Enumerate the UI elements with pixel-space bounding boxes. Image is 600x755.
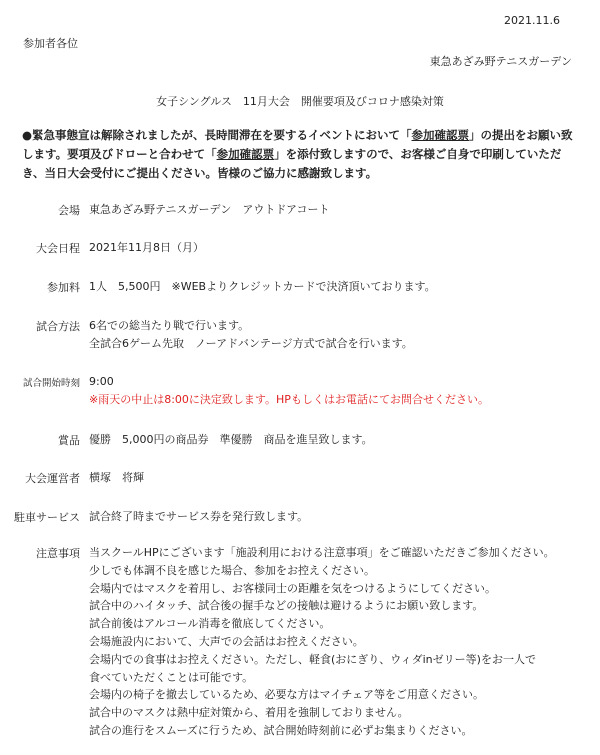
prize-value: 優勝 5,000円の商品券 準優勝 商品を進呈致します。 xyxy=(89,433,373,446)
start-time-label: 試合開始時刻 xyxy=(22,378,80,389)
format-line-1: 6名での総当たり戦で行います。 xyxy=(89,319,250,332)
addressee: 参加者各位 xyxy=(23,37,78,50)
venue-value: 東急あざみ野テニスガーデン アウトドアコート xyxy=(89,203,330,216)
notice-text-2: 」の提出をお願い致します。要項及びドローと合わせて「 xyxy=(22,128,573,161)
event-date-label: 大会日程 xyxy=(36,242,80,255)
caution-line: 少しでも体調不良を感じた場合、参加をお控えください。 xyxy=(89,563,375,577)
rain-cancellation-note: ※雨天の中止は8:00に決定致します。HPもしくはお電話にてお問合せください。 xyxy=(89,393,489,406)
cautions-list xyxy=(89,544,555,740)
document-title: 女子シングルス 11月大会 開催要項及びコロナ感染対策 xyxy=(156,95,444,108)
notice-text-1: ●緊急事態宣は解除されましたが、長時間滞在を要するイベントにおいて「 xyxy=(22,128,412,142)
venue-label: 会場 xyxy=(58,204,80,217)
caution-line: 試合の進行をスムーズに行うため、試合開始時刻前に必ずお集まりください。 xyxy=(89,723,473,737)
confirmation-form-term: 参加確認票 xyxy=(411,128,470,142)
format-line-2: 全試合6ゲーム先取 ノーアドバンテージ方式で試合を行います。 xyxy=(89,337,413,350)
fee-value: 1人 5,500円 ※WEBよりクレジットカードで決済頂いております。 xyxy=(89,280,436,293)
caution-line: 当スクールHPにございます「施設利用における注意事項」をご確認いただきご参加ください。 xyxy=(89,546,555,559)
confirmation-form-term: 参加確認票 xyxy=(216,147,275,161)
notice-paragraph xyxy=(22,126,582,183)
fee-label: 参加料 xyxy=(47,281,80,294)
caution-line: 会場内での食事はお控えください。ただし、軽食(おにぎり、ウィダinゼリー等)をお一人で xyxy=(89,652,536,666)
caution-line: 会場内の椅子を撤去しているため、必要な方はマイチェア等をご用意ください。 xyxy=(89,688,485,702)
document-date: 2021.11.6 xyxy=(504,14,560,27)
event-date-value: 2021年11月8日（月） xyxy=(89,241,204,254)
prize-label: 賞品 xyxy=(58,434,80,447)
caution-line: 会場内ではマスクを着用し、お客様同士の距離を気をつけるようにしてください。 xyxy=(89,581,496,595)
parking-label: 駐車サービス xyxy=(14,511,80,524)
organization-name: 東急あざみ野テニスガーデン xyxy=(429,55,572,68)
start-time-value: 9:00 xyxy=(89,375,114,388)
caution-line: 食べていただくことは可能です。 xyxy=(89,670,254,684)
cautions-label: 注意事項 xyxy=(36,547,80,560)
caution-line: 試合中のマスクは熱中症対策から、着用を強制しておりません。 xyxy=(89,706,409,720)
caution-line: 会場施設内において、大声での会話はお控えください。 xyxy=(89,634,364,648)
caution-line: 試合前後はアルコール消毒を徹底してください。 xyxy=(89,617,331,631)
format-label: 試合方法 xyxy=(36,320,80,333)
caution-line: 試合中のハイタッチ、試合後の握手などの接触は避けるようにお願い致します。 xyxy=(89,599,484,613)
organizer-label: 大会運営者 xyxy=(25,472,80,485)
organizer-value: 横塚 将輝 xyxy=(89,471,144,484)
notice-text-3: 」を添付致しますので、お客様ご自身で印刷していただき、当日大会受付にご提出ください。皆様のご協力に感謝致します。 xyxy=(22,147,562,180)
parking-value: 試合終了時までサービス券を発行致します。 xyxy=(89,510,309,523)
